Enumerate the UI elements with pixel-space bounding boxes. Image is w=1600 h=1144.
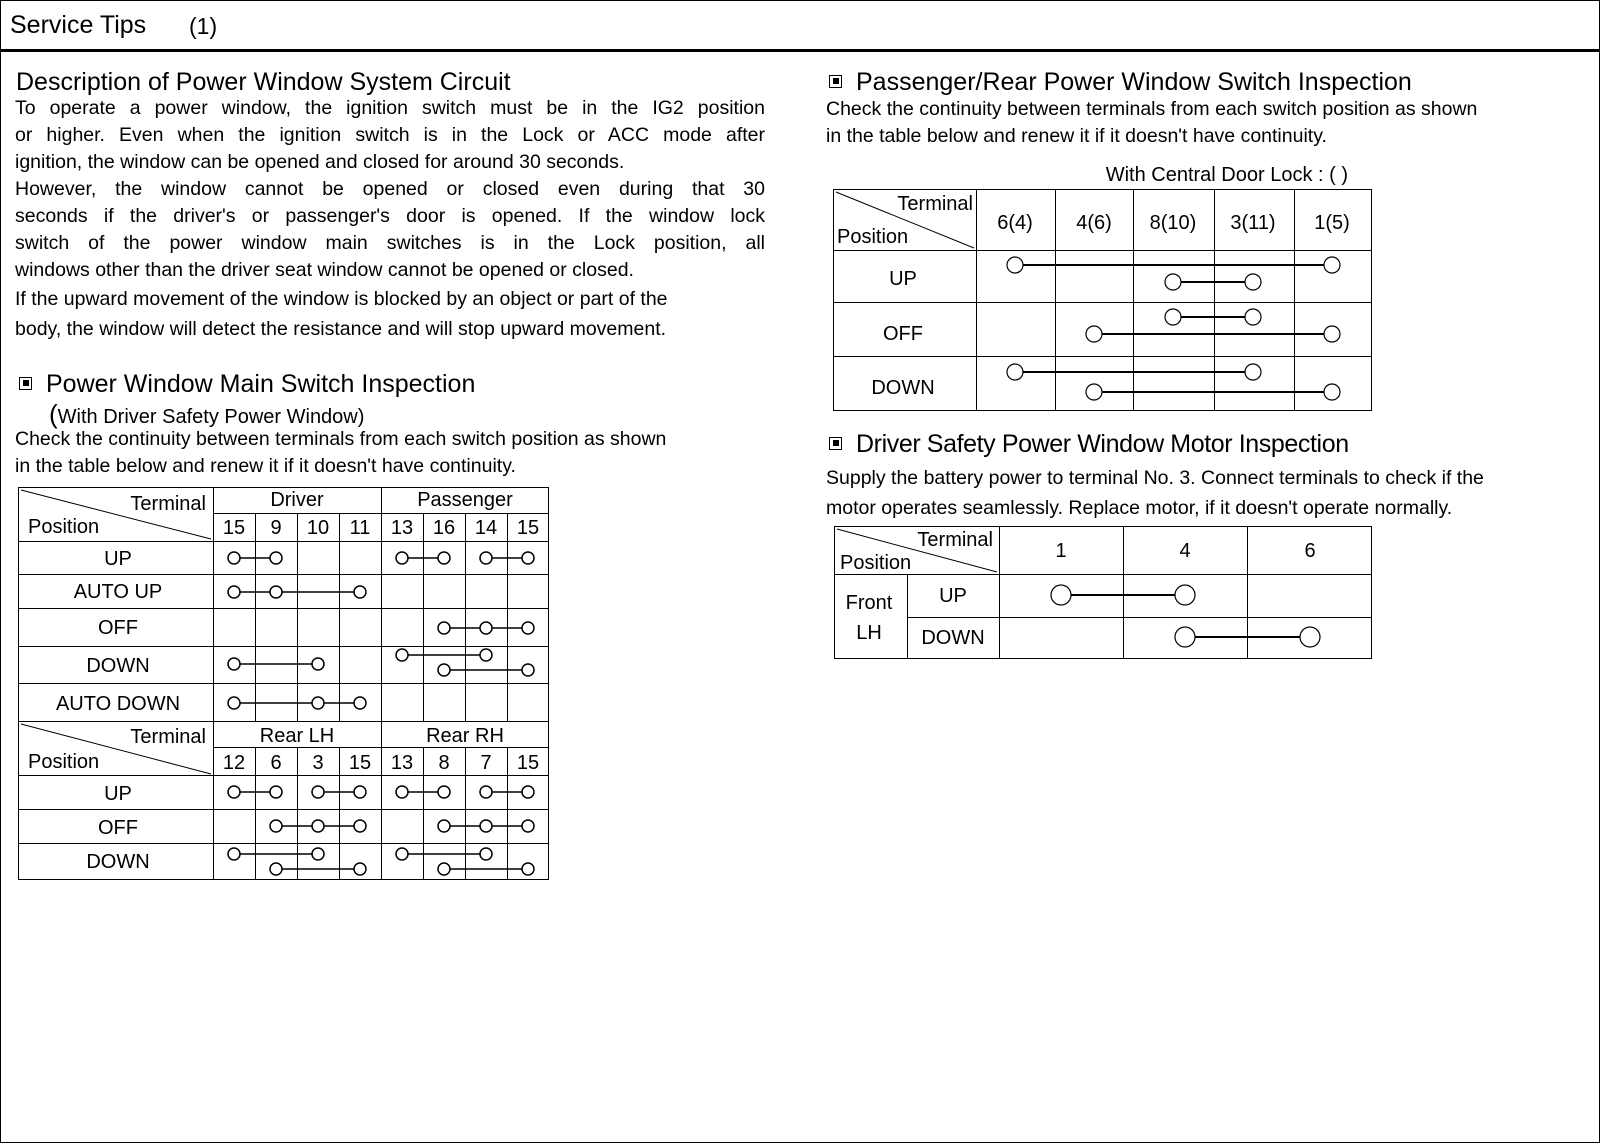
pt-row-label: DOWN xyxy=(871,377,935,399)
terminal-node-icon xyxy=(354,586,366,598)
terminal-node-icon xyxy=(312,658,324,670)
terminal-node-icon xyxy=(354,697,366,709)
t1-terminal: 10 xyxy=(306,517,330,539)
terminal-node-icon xyxy=(1324,257,1340,273)
checkbox-bullet-icon xyxy=(829,75,842,88)
terminal-node-icon xyxy=(1324,384,1340,400)
inspection-tables xyxy=(1,1,1600,1144)
t1-row-label: DOWN xyxy=(86,655,150,677)
terminal-node-icon xyxy=(480,622,492,634)
terminal-node-icon xyxy=(396,848,408,860)
main-switch-heading: Power Window Main Switch Inspection xyxy=(19,370,475,399)
motor-text xyxy=(826,463,1596,523)
terminal-node-icon xyxy=(1165,274,1181,290)
t1-terminal: 13 xyxy=(390,517,414,539)
terminal-node-icon xyxy=(522,622,534,634)
terminal-node-icon xyxy=(1245,364,1261,380)
terminal-node-icon xyxy=(1245,274,1261,290)
mt-terminal: 4 xyxy=(1179,540,1191,562)
t1-row-labels xyxy=(56,548,180,715)
t2-terminal: 7 xyxy=(480,752,492,774)
terminal-node-icon xyxy=(522,664,534,676)
terminal-node-icon xyxy=(354,820,366,832)
t1-row-label: AUTO UP xyxy=(73,581,163,603)
t2-row-label: UP xyxy=(104,783,132,805)
t1-group-passenger: Passenger xyxy=(417,489,513,511)
motor-line: motor operates seamlessly. Replace motor, if it doesn't operate normally. xyxy=(826,497,1453,519)
main-switch-line: in the table below and renew it if it doesn't have continuity. xyxy=(15,455,516,477)
terminal-node-icon xyxy=(480,649,492,661)
terminal-node-icon xyxy=(228,848,240,860)
t2-row-label: OFF xyxy=(98,817,138,839)
circuit-line: switch of the power window main switches is in the Lock position, all xyxy=(15,232,765,254)
terminal-node-icon xyxy=(1086,326,1102,342)
terminal-node-icon xyxy=(228,586,240,598)
mt-position-label: Position xyxy=(840,552,912,574)
motor-line: Supply the battery power to terminal No. 3. Connect terminals to check if the xyxy=(826,467,1484,489)
pt-terminal: 3(11) xyxy=(1230,212,1276,234)
terminal-node-icon xyxy=(312,697,324,709)
t1-row-label: UP xyxy=(104,548,132,570)
t2-group-rear-lh: Rear LH xyxy=(259,725,335,747)
terminal-node-icon xyxy=(270,786,282,798)
pt-row-label: UP xyxy=(889,268,917,290)
terminal-node-icon xyxy=(438,664,450,676)
circuit-line: or higher. Even when the ignition switch is in the Lock or ACC mode after xyxy=(15,124,765,146)
terminal-node-icon xyxy=(1175,627,1195,647)
pt-continuity-marks xyxy=(1007,257,1340,400)
terminal-node-icon xyxy=(312,820,324,832)
terminal-node-icon xyxy=(1007,257,1023,273)
mt-row-label: DOWN xyxy=(921,627,985,649)
t2-terminal: 6 xyxy=(270,752,282,774)
t2-terminal: 15 xyxy=(348,752,372,774)
checkbox-bullet-icon xyxy=(829,437,842,450)
pt-row-labels xyxy=(871,268,934,399)
circuit-line: However, the window cannot be opened or closed even during that 30 xyxy=(15,178,765,200)
circuit-line: To operate a power window, the ignition switch must be in the IG2 position xyxy=(15,97,765,119)
page-number: (1) xyxy=(189,13,218,39)
terminal-node-icon xyxy=(522,863,534,875)
t1-group-driver: Driver xyxy=(270,489,324,511)
terminal-node-icon xyxy=(270,552,282,564)
terminal-node-icon xyxy=(480,552,492,564)
t2-row-label: DOWN xyxy=(86,851,150,873)
terminal-node-icon xyxy=(312,848,324,860)
mt-terminal-label: Terminal xyxy=(917,529,993,551)
circuit-heading: Description of Power Window System Circuit xyxy=(16,68,511,96)
terminal-node-icon xyxy=(522,552,534,564)
mt-group-lh: LH xyxy=(856,622,882,644)
terminal-node-icon xyxy=(1175,585,1195,605)
central-door-lock-note: With Central Door Lock : ( ) xyxy=(1105,164,1348,186)
t2-group-rear-rh: Rear RH xyxy=(426,725,504,747)
terminal-node-icon xyxy=(228,697,240,709)
pt-terminal: 1(5) xyxy=(1314,212,1350,234)
mt-terminal: 6 xyxy=(1304,540,1316,562)
t1-terminal: 16 xyxy=(432,517,456,539)
t2-terminal: 3 xyxy=(312,752,324,774)
main-switch-line: Check the continuity between terminals from each switch position as shown xyxy=(15,428,667,450)
terminal-node-icon xyxy=(1300,627,1320,647)
pt-terminal: 8(10) xyxy=(1149,212,1197,234)
pt-position-label: Position xyxy=(837,226,909,248)
t2-terminal: 13 xyxy=(390,752,414,774)
t1-terminal: 11 xyxy=(349,517,371,539)
terminal-node-icon xyxy=(438,863,450,875)
terminal-node-icon xyxy=(480,820,492,832)
passenger-text xyxy=(826,96,1586,150)
mt-continuity-marks xyxy=(1051,585,1320,647)
circuit-line: If the upward movement of the window is blocked by an object or part of the xyxy=(15,288,668,310)
terminal-node-icon xyxy=(1324,326,1340,342)
t1-row-label: AUTO DOWN xyxy=(55,693,181,715)
pt-terminal-label: Terminal xyxy=(897,193,973,215)
pt-terminal-headers xyxy=(997,212,1350,234)
t1-terminal: 15 xyxy=(222,517,246,539)
terminal-node-icon xyxy=(480,848,492,860)
t1-terminal-label: Terminal xyxy=(130,493,206,515)
terminal-node-icon xyxy=(228,786,240,798)
t2-terminal: 15 xyxy=(516,752,540,774)
terminal-node-icon xyxy=(270,586,282,598)
t1-terminal: 9 xyxy=(270,517,282,539)
terminal-node-icon xyxy=(396,552,408,564)
terminal-node-icon xyxy=(1245,309,1261,325)
t1-position-label: Position xyxy=(28,516,100,538)
passenger-line: in the table below and renew it if it doesn't have continuity. xyxy=(826,125,1327,147)
passenger-heading: Passenger/Rear Power Window Switch Inspection xyxy=(829,68,1412,97)
circuit-line: ignition, the window can be opened and closed for around 30 seconds. xyxy=(15,151,625,173)
terminal-node-icon xyxy=(1051,585,1071,605)
motor-heading: Driver Safety Power Window Motor Inspection xyxy=(829,430,1349,459)
pt-row-label: OFF xyxy=(883,323,923,345)
terminal-node-icon xyxy=(396,786,408,798)
terminal-node-icon xyxy=(1086,384,1102,400)
mt-row-label: UP xyxy=(939,585,967,607)
t1-row-label: OFF xyxy=(98,617,138,639)
terminal-node-icon xyxy=(396,649,408,661)
terminal-node-icon xyxy=(270,820,282,832)
mt-terminal-headers xyxy=(1055,540,1315,562)
terminal-node-icon xyxy=(312,786,324,798)
page-title: Service Tips xyxy=(10,11,147,39)
circuit-line: body, the window will detect the resistance and will stop upward movement. xyxy=(15,318,667,340)
terminal-node-icon xyxy=(438,622,450,634)
t2-position-label: Position xyxy=(28,751,100,773)
terminal-node-icon xyxy=(438,552,450,564)
t1-terminal: 14 xyxy=(474,517,498,539)
main-switch-subheading: (With Driver Safety Power Window) xyxy=(49,399,365,429)
circuit-line: windows other than the driver seat window cannot be opened or closed. xyxy=(15,259,634,281)
t2-terminal: 8 xyxy=(438,752,450,774)
terminal-node-icon xyxy=(522,820,534,832)
passenger-line: Check the continuity between terminals from each switch position as shown xyxy=(826,98,1478,120)
circuit-line: seconds if the driver's or passenger's door is opened. If the window lock xyxy=(15,205,765,227)
terminal-node-icon xyxy=(354,786,366,798)
terminal-node-icon xyxy=(354,863,366,875)
pt-terminal: 4(6) xyxy=(1076,212,1112,234)
terminal-node-icon xyxy=(228,552,240,564)
motor-table-grid xyxy=(834,526,1372,659)
terminal-node-icon xyxy=(438,820,450,832)
terminal-node-icon xyxy=(480,786,492,798)
terminal-node-icon xyxy=(228,658,240,670)
t1-terminal: 15 xyxy=(516,517,540,539)
t2-terminal-label: Terminal xyxy=(130,726,206,748)
t2-row-labels xyxy=(86,783,149,873)
mt-group-front: Front xyxy=(845,592,893,614)
terminal-node-icon xyxy=(438,786,450,798)
t2-terminal: 12 xyxy=(222,752,246,774)
pt-terminal: 6(4) xyxy=(997,212,1033,234)
mt-terminal: 1 xyxy=(1055,540,1067,562)
terminal-node-icon xyxy=(1007,364,1023,380)
terminal-node-icon xyxy=(270,863,282,875)
terminal-node-icon xyxy=(1165,309,1181,325)
terminal-node-icon xyxy=(522,786,534,798)
